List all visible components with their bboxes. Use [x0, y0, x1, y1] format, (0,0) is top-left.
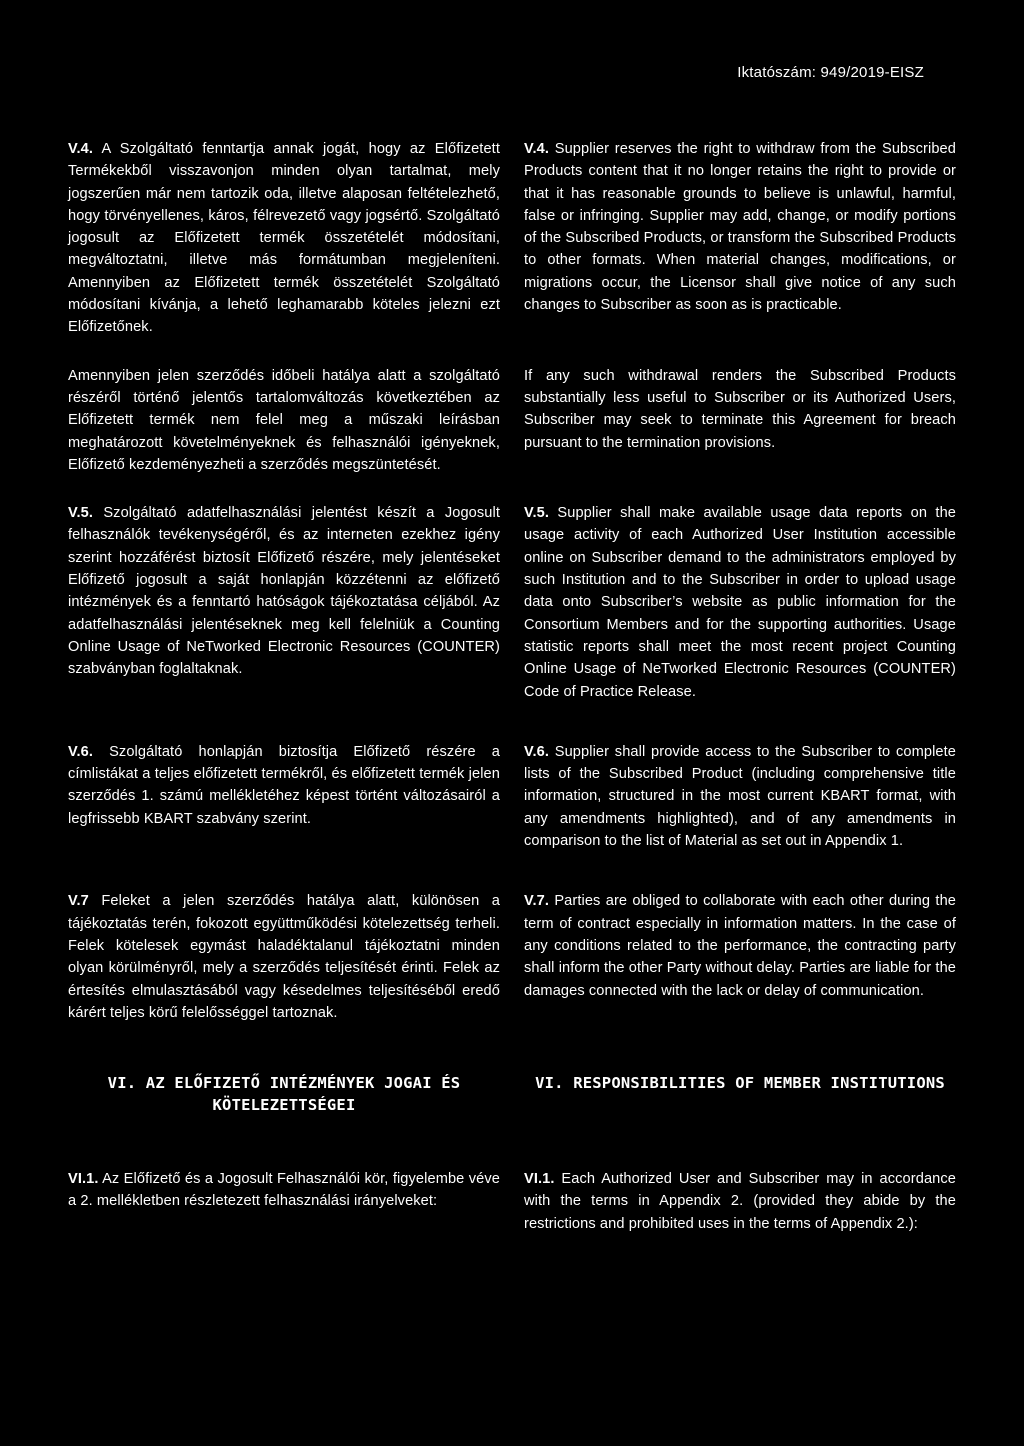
- hu-paragraph: [68, 365, 500, 476]
- en-paragraph: [524, 502, 956, 703]
- en-paragraph: [524, 1168, 956, 1235]
- hu-paragraph: [68, 502, 500, 703]
- clause-text: Supplier shall provide access to the Subscriber to complete lists of the Subscribed Product (including comprehensive title information, structured in the most current KBART format, with any amendments highlighted), and of any amendments in comparison to the list of Material as set out in Appendix 1.: [524, 743, 956, 850]
- en-paragraph: [524, 741, 956, 852]
- section-v7: [68, 890, 956, 1024]
- section-v4-termination: [68, 365, 956, 476]
- clause-number: VI.1.: [524, 1171, 555, 1188]
- clause-number: V.6.: [68, 743, 94, 760]
- hu-paragraph: [68, 138, 500, 339]
- clause-text: Parties are obliged to collaborate with each other during the term of contract especially in information matters. In the case of any conditions related to the performance, the contracting party shall inform the other Party without delay. Parties are liable for the damages connected with the lack or delay of communication.: [524, 893, 956, 999]
- clause-number: VI.1.: [68, 1171, 99, 1188]
- clause-number: V.6.: [524, 743, 550, 760]
- clause-text: Supplier shall make available usage data reports on the usage activity of each Authorized User Institution accessible online on Subscriber demand to the administrators employed by such Institution and to the Subscriber in order to upload usage data onto Subscriber’s website as public information for the Consortium Members and for the supporting authorities. Usage statistic reports shall meet the most recent project Counting Online Usage of NeTworked Electronic Resources (COUNTER) Code of Practice Release.: [524, 505, 956, 700]
- clause-number: V.4.: [68, 141, 94, 157]
- clause-text: Supplier reserves the right to withdraw from the Subscribed Products content that it no longer retains the right to provide or that it has reasonable grounds to believe is unlawful, harmful, false or infringing. Supplier may add, change, or modify portions of the Subscribed Products, or transform the Subscribed Products to other formats. When material changes, modifications, or migrations occur, the Licensor shall give notice of any such changes to Subscriber as soon as is practicable.: [524, 141, 956, 314]
- hu-paragraph: [68, 741, 500, 852]
- clause-text: Amennyiben jelen szerződés időbeli hatálya alatt a szolgáltató részéről történő jelentős tartalomváltozás következtében az Előfizetett termék nem felel meg a műszaki leírásban meghatározott követelményeknek és felhasználói igényeknek, Előfizető kezdeményezheti a szerződés megszüntetését.: [68, 367, 500, 473]
- section-v6: [68, 741, 956, 852]
- clause-text: Szolgáltató adatfelhasználási jelentést készít a Jogosult felhasználók tevékenységéről, és az interneten ezekhez igény szerint hozzáférést biztosít Előfizető részére, mely jelentéseket Előfizető jogosult a saját honlapján közzétenni az előfizető intézmények és a fenntartó hatóságok tájékoztatása céljából. Az adatfelhasználási jelentéseknek meg kell felelniük a Counting Online Usage of NeTworked Electronic Resources (COUNTER) szabványban foglaltaknak.: [68, 505, 500, 678]
- clause-text: A Szolgáltató fenntartja annak jogát, hogy az Előfizetett Termékekből visszavonjon minden olyan tartalmat, mely jogszerűen már nem tartozik oda, illetve alaposan feltételezhető, hogy törvényellenes, káros, félrevezető vagy jogsértő. Szolgáltató jogosult az Előfizetett termék összetételét módosítani, megváltoztatni, illetve más formátumban megjeleníteni. Amennyiben az Előfizetett termék összetételét Szolgáltató módosítani kívánja, a lehető leghamarabb köteles jelezni ezt Előfizetőnek.: [68, 141, 500, 336]
- en-paragraph: [524, 365, 956, 476]
- clause-number: V.7.: [524, 893, 550, 910]
- clause-text: Szolgáltató honlapján biztosítja Előfizető részére a címlistákat a teljes előfizetett termékről, és előfizetett termék jelen szerződés 1. számú mellékletéhez képest történt változásairól a legfrissebb KBART szabvány szerint.: [68, 743, 500, 827]
- clause-text: If any such withdrawal renders the Subscribed Products substantially less useful to Subscriber or its Authorized Users, Subscriber may seek to terminate this Agreement for breach pursuant to the termination provisions.: [524, 367, 956, 451]
- bilingual-columns: [68, 138, 956, 1235]
- hu-section-heading: VI. AZ ELŐFIZETŐ INTÉZMÉNYEK JOGAI ÉS KÖTELEZETTSÉGEI: [107, 1074, 461, 1115]
- registration-number: Iktatószám: 949/2019-EISZ: [737, 64, 924, 81]
- en-section-heading: VI. RESPONSIBILITIES OF MEMBER INSTITUTIONS: [535, 1074, 945, 1093]
- clause-number: V.7: [68, 893, 89, 910]
- en-paragraph: [524, 890, 956, 1024]
- clause-text: Feleket a jelen szerződés hatálya alatt, különösen a tájékoztatás terén, fokozott együttműködési kötelezettség terheli. Felek kötelesek egymást haladéktalanul tájékoztatni minden olyan körülményről, mely a szerződés teljesítését érinti. Felek az értesítés elmulasztásából vagy késedelmes teljesítéséből eredő kárért teljes körű felelősséggel tartoznak.: [68, 893, 500, 1021]
- clause-text: Az Előfizető és a Jogosult Felhasználói kör, figyelembe véve a 2. mellékletben részletezett felhasználási irányelveket:: [68, 1171, 500, 1210]
- section-v5: [68, 502, 956, 703]
- section-vi-headings: [68, 1072, 956, 1116]
- en-paragraph: [524, 138, 956, 339]
- clause-text: Each Authorized User and Subscriber may in accordance with the terms in Appendix 2. (provided they abide by the restrictions and prohibited uses in the terms of Appendix 2.):: [524, 1171, 956, 1232]
- clause-number: V.5.: [524, 505, 550, 522]
- section-vi1: [68, 1168, 956, 1235]
- hu-paragraph: [68, 1168, 500, 1235]
- clause-number: V.5.: [68, 505, 94, 522]
- hu-paragraph: [68, 890, 500, 1024]
- clause-number: V.4.: [524, 141, 550, 157]
- section-v4: [68, 138, 956, 339]
